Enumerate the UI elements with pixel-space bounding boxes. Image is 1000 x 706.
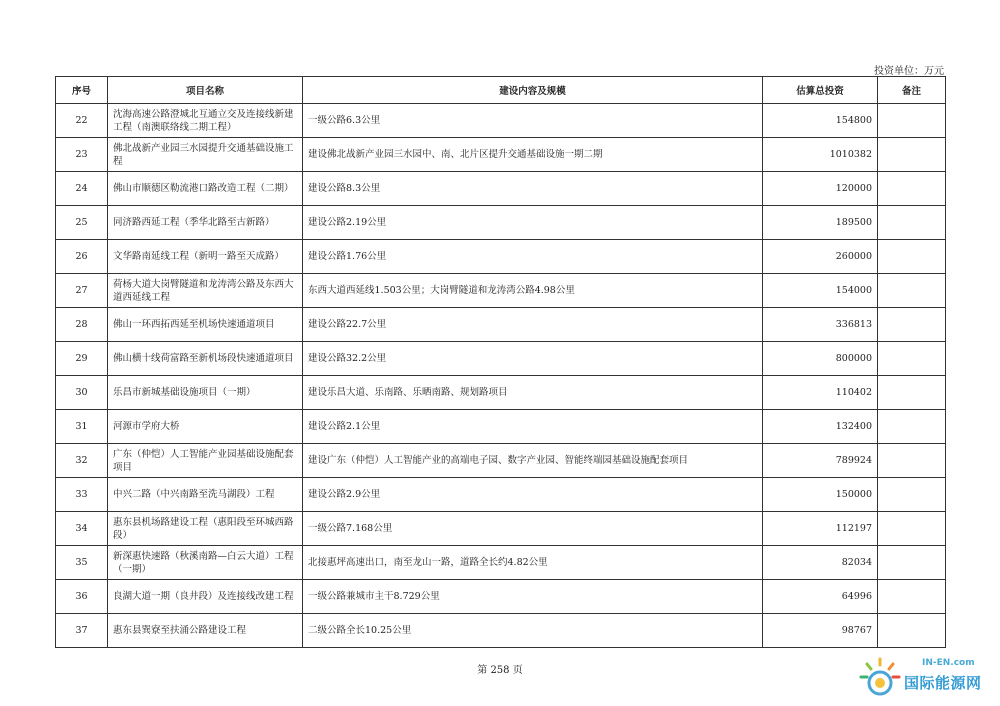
cell-scope: 建设乐昌大道、乐南路、乐晒南路、规划路项目	[303, 376, 763, 410]
cell-remark	[878, 172, 946, 206]
cell-no: 22	[56, 104, 108, 138]
investment-unit-note: 投资单位：万元	[874, 66, 944, 77]
cell-investment: 800000	[763, 342, 878, 376]
cell-remark	[878, 614, 946, 648]
cell-scope: 一级公路兼城市主干8.729公里	[303, 580, 763, 614]
table-row	[56, 444, 946, 478]
table-body	[56, 104, 946, 648]
cell-investment: 112197	[763, 512, 878, 546]
cell-investment: 260000	[763, 240, 878, 274]
table-row	[56, 240, 946, 274]
table-row	[56, 342, 946, 376]
cell-remark	[878, 580, 946, 614]
header-scope: 建设内容及规模	[303, 77, 763, 104]
cell-no: 35	[56, 546, 108, 580]
table-row	[56, 172, 946, 206]
cell-investment: 82034	[763, 546, 878, 580]
cell-name: 文华路南延线工程（新明一路至天成路）	[108, 240, 303, 274]
cell-no: 26	[56, 240, 108, 274]
cell-remark	[878, 512, 946, 546]
cell-no: 36	[56, 580, 108, 614]
header-name: 项目名称	[108, 77, 303, 104]
cell-no: 31	[56, 410, 108, 444]
cell-scope: 建设公路32.2公里	[303, 342, 763, 376]
table-row	[56, 410, 946, 444]
cell-scope: 东西大道西延线1.503公里；大岗臂隧道和龙涛湾公路4.98公里	[303, 274, 763, 308]
cell-no: 32	[56, 444, 108, 478]
cell-no: 33	[56, 478, 108, 512]
cell-scope: 建设公路22.7公里	[303, 308, 763, 342]
cell-remark	[878, 308, 946, 342]
cell-scope: 建设佛北战新产业园三水园中、南、北片区提升交通基础设施一期二期	[303, 138, 763, 172]
table-row	[56, 308, 946, 342]
cell-name: 乐昌市新城基础设施项目（一期）	[108, 376, 303, 410]
page-number: 第 258 页	[477, 665, 523, 676]
cell-no: 23	[56, 138, 108, 172]
cell-name: 佛山市顺德区勒流港口路改造工程（二期）	[108, 172, 303, 206]
cell-investment: 1010382	[763, 138, 878, 172]
cell-investment: 132400	[763, 410, 878, 444]
cell-remark	[878, 376, 946, 410]
cell-investment: 154000	[763, 274, 878, 308]
cell-no: 28	[56, 308, 108, 342]
cell-scope: 一级公路7.168公里	[303, 512, 763, 546]
cell-scope: 建设公路8.3公里	[303, 172, 763, 206]
project-table	[55, 76, 946, 648]
cell-remark	[878, 138, 946, 172]
table-row	[56, 274, 946, 308]
cell-remark	[878, 104, 946, 138]
table-row	[56, 614, 946, 648]
cell-investment: 189500	[763, 206, 878, 240]
cell-no: 30	[56, 376, 108, 410]
cell-no: 27	[56, 274, 108, 308]
watermark-cn: 国际能源网	[904, 674, 982, 692]
cell-scope: 二级公路全长10.25公里	[303, 614, 763, 648]
cell-scope: 建设公路2.19公里	[303, 206, 763, 240]
sun-logo-icon	[858, 656, 902, 700]
cell-investment: 336813	[763, 308, 878, 342]
table-row	[56, 478, 946, 512]
cell-name: 河源市学府大桥	[108, 410, 303, 444]
cell-name: 佛山一环西拓西延至机场快速通道项目	[108, 308, 303, 342]
cell-remark	[878, 546, 946, 580]
table-row	[56, 206, 946, 240]
table-header-row	[56, 77, 946, 104]
cell-investment: 789924	[763, 444, 878, 478]
cell-name: 广东（仲恺）人工智能产业园基础设施配套项目	[108, 444, 303, 478]
table-row	[56, 512, 946, 546]
table-row	[56, 104, 946, 138]
cell-name: 同济路西延工程（季华北路至古新路）	[108, 206, 303, 240]
cell-name: 良湖大道一期（良井段）及连接线改建工程	[108, 580, 303, 614]
header-remark: 备注	[878, 77, 946, 104]
cell-remark	[878, 478, 946, 512]
watermark-en: IN-EN.com	[922, 658, 975, 668]
cell-remark	[878, 342, 946, 376]
table-row	[56, 580, 946, 614]
cell-no: 29	[56, 342, 108, 376]
cell-investment: 110402	[763, 376, 878, 410]
table-row	[56, 546, 946, 580]
cell-scope: 建设公路1.76公里	[303, 240, 763, 274]
header-no: 序号	[56, 77, 108, 104]
cell-name: 惠东县机场路建设工程（惠阳段至环城西路段）	[108, 512, 303, 546]
cell-scope: 一级公路6.3公里	[303, 104, 763, 138]
table-row	[56, 376, 946, 410]
cell-remark	[878, 444, 946, 478]
cell-investment: 120000	[763, 172, 878, 206]
cell-scope: 建设公路2.9公里	[303, 478, 763, 512]
cell-no: 24	[56, 172, 108, 206]
table-row	[56, 138, 946, 172]
cell-name: 新深惠快速路（秋溪南路—白云大道）工程（一期）	[108, 546, 303, 580]
cell-name: 沈海高速公路澄城北互通立交及连接线新建工程（南澳联络线二期工程）	[108, 104, 303, 138]
cell-scope: 北接惠坪高速出口，南至龙山一路，道路全长约4.82公里	[303, 546, 763, 580]
cell-no: 25	[56, 206, 108, 240]
cell-remark	[878, 240, 946, 274]
cell-name: 惠东县巽寮至扶涌公路建设工程	[108, 614, 303, 648]
cell-investment: 64996	[763, 580, 878, 614]
cell-no: 37	[56, 614, 108, 648]
cell-remark	[878, 206, 946, 240]
cell-name: 中兴二路（中兴南路至洗马湖段）工程	[108, 478, 303, 512]
cell-investment: 154800	[763, 104, 878, 138]
cell-remark	[878, 274, 946, 308]
cell-scope: 建设广东（仲恺）人工智能产业的高端电子园、数字产业园、智能终端园基础设施配套项目	[303, 444, 763, 478]
cell-name: 佛山横十线荷富路至新机场段快速通道项目	[108, 342, 303, 376]
watermark-logo	[858, 654, 998, 702]
cell-name: 佛北战新产业园三水园提升交通基础设施工程	[108, 138, 303, 172]
cell-investment: 98767	[763, 614, 878, 648]
cell-remark	[878, 410, 946, 444]
cell-investment: 150000	[763, 478, 878, 512]
cell-scope: 建设公路2.1公里	[303, 410, 763, 444]
header-investment: 估算总投资	[763, 77, 878, 104]
cell-no: 34	[56, 512, 108, 546]
cell-name: 荷杨大道大岗臂隧道和龙涛湾公路及东西大道西延线工程	[108, 274, 303, 308]
